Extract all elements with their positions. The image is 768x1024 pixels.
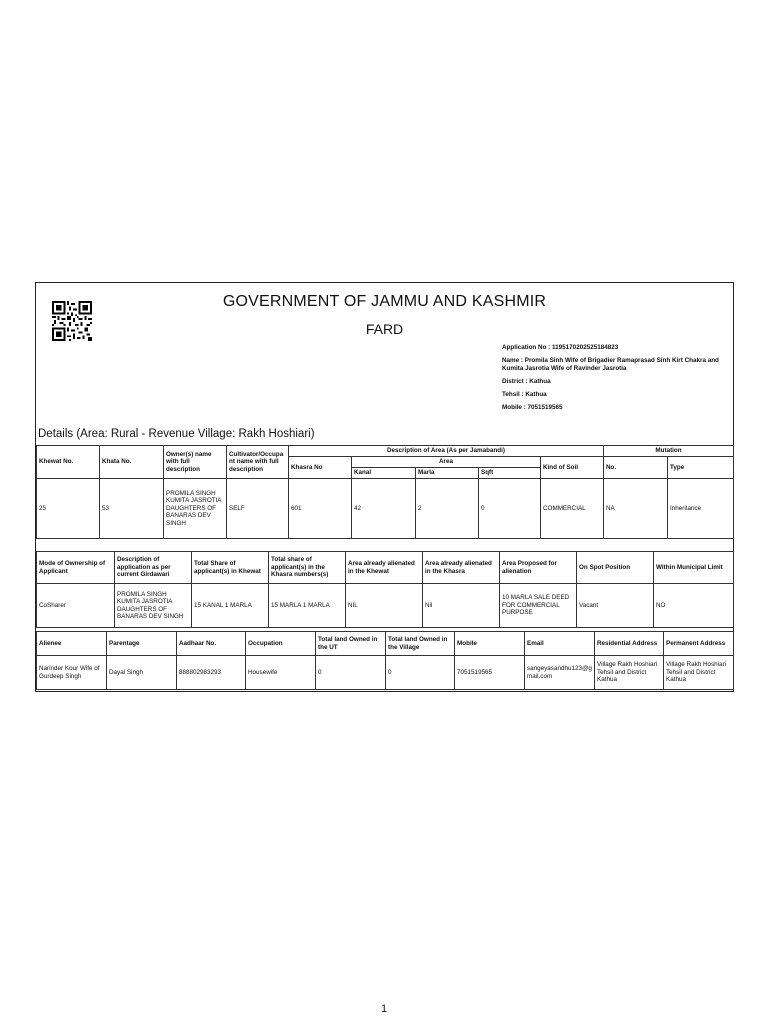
application-info [502, 344, 734, 417]
cell-spot: Vacant [577, 584, 654, 628]
table-row [37, 479, 734, 539]
cell-sqft: 0 [479, 479, 541, 539]
header-mutation-no: No. [604, 457, 668, 479]
header-khewat: Khewat No. [37, 446, 100, 479]
cell-girdawari: PROMILA SINGH KUMITA JASROTIA DAUGHTERS OF BANARAS DEV SINGH [115, 584, 192, 628]
header-mobile: Mobile [455, 632, 525, 656]
cell-email: sangeyasandhu123@gmail.com [525, 656, 595, 690]
header-area: Area [352, 457, 541, 468]
header-soil: Kind of Soil [541, 457, 604, 479]
applicant-name: Name : Promila Sinh Wife of Brigadier Ramaprasad Sinh Kirt Chakra and Kumita Jasrotia Wife of Ravinder Jasrotia [502, 357, 719, 372]
header-mutation-type: Type [668, 457, 734, 479]
header-girdawari: Description of application as per current Girdawari [115, 552, 192, 584]
alienee-table [36, 631, 734, 690]
cell-kanal: 42 [352, 479, 416, 539]
header-share-khewat: Total Share of applicant(s) in Khewat [192, 552, 269, 584]
header-parentage: Parentage [107, 632, 177, 656]
header-land-ut: Total land Owned in the UT [316, 632, 386, 656]
header-email: Email [525, 632, 595, 656]
header-alienee: Alienee [37, 632, 107, 656]
cell-khasra: 601 [289, 479, 352, 539]
cell-owner: PROMILA SINGH KUMITA JASROTIA DAUGHTERS OF BANARAS DEV SINGH [164, 479, 227, 539]
ownership-table [36, 551, 734, 628]
header-kanal: Kanal [352, 468, 416, 479]
header-aadhaar: Aadhaar No. [177, 632, 246, 656]
header-mode: Mode of Ownership of Applicant [37, 552, 115, 584]
mobile: Mobile : 7051519565 [502, 404, 563, 411]
cell-permanent-address: Village Rakh Hoshiari Tehsil and District Kathua [664, 656, 734, 690]
header-marla: Marla [416, 468, 479, 479]
cell-land-village: 0 [386, 656, 455, 690]
cell-cultivator: SELF [227, 479, 289, 539]
cell-alienated-khewat: NIL [346, 584, 423, 628]
header-share-khasra: Total share of applicant(s) in the Khasra numbers(s) [269, 552, 346, 584]
header-alienated-khewat: Area already alienated in the Khewat [346, 552, 423, 584]
table-row [37, 656, 734, 690]
header-sqft: Sqft [479, 468, 541, 479]
cell-parentage: Dayal Singh [107, 656, 177, 690]
cell-mutation-type: Inheritance [668, 479, 734, 539]
header-permanent-address: Permanent Address [664, 632, 734, 656]
header-owner: Owner(s) name with full description [164, 446, 227, 479]
cell-marla: 2 [416, 479, 479, 539]
cell-proposed: 10 MARLA SALE DEED FOR COMMERCIAL PURPOSE [500, 584, 577, 628]
cell-occupation: Housewife [246, 656, 316, 690]
cell-aadhaar: 888802983293 [177, 656, 246, 690]
cell-municipal: NO [654, 584, 734, 628]
cell-share-khewat: 15 KANAL 1 MARLA [192, 584, 269, 628]
header-mutation: Mutation [604, 446, 734, 457]
header-khata: Khata No. [100, 446, 164, 479]
cell-mobile: 7051519565 [455, 656, 525, 690]
cell-share-khasra: 15 MARLA 1 MARLA [269, 584, 346, 628]
header-alienated-khasra: Area already alienated in the Khasra [423, 552, 500, 584]
table-row [37, 584, 734, 628]
land-details-table [36, 445, 734, 539]
district: District : Kathua [502, 378, 551, 385]
cell-khewat: 25 [37, 479, 100, 539]
header-occupation: Occupation [246, 632, 316, 656]
header-proposed: Area Proposed for alienation [500, 552, 577, 584]
header-cultivator: Cultivator/Occupant name with full description [227, 446, 289, 479]
header-spot: On Spot Position [577, 552, 654, 584]
cell-mutation-no: NA [604, 479, 668, 539]
header-residential-address: Residential Address [595, 632, 664, 656]
cell-soil: COMMERCIAL [541, 479, 604, 539]
application-number: Application No : 1195170202525184823 [502, 344, 619, 351]
fard-document [35, 282, 734, 692]
page-number: 1 [380, 1003, 388, 1015]
header-municipal: Within Municipal Limit [654, 552, 734, 584]
cell-land-ut: 0 [316, 656, 386, 690]
header-area-description: Description of Area (As per Jamabandi) [289, 446, 604, 457]
cell-khata: 53 [100, 479, 164, 539]
header-khasra: Khasra No [289, 457, 352, 479]
tehsil: Tehsil : Kathua [502, 391, 547, 398]
page-title: GOVERNMENT OF JAMMU AND KASHMIR [222, 293, 547, 310]
details-heading: Details (Area: Rural - Revenue Village: Rakh Hoshiari) [38, 428, 315, 440]
cell-alienated-khasra: Nil [423, 584, 500, 628]
header-land-village: Total land Owned in the Village [386, 632, 455, 656]
cell-residential-address: Village Rakh Hoshiari Tehsil and District Kathua [595, 656, 664, 690]
page-subtitle: FARD [365, 321, 404, 337]
cell-alienee: Narinder Kour Wife of Gurdeep Singh [37, 656, 107, 690]
cell-mode: CoSharer [37, 584, 115, 628]
